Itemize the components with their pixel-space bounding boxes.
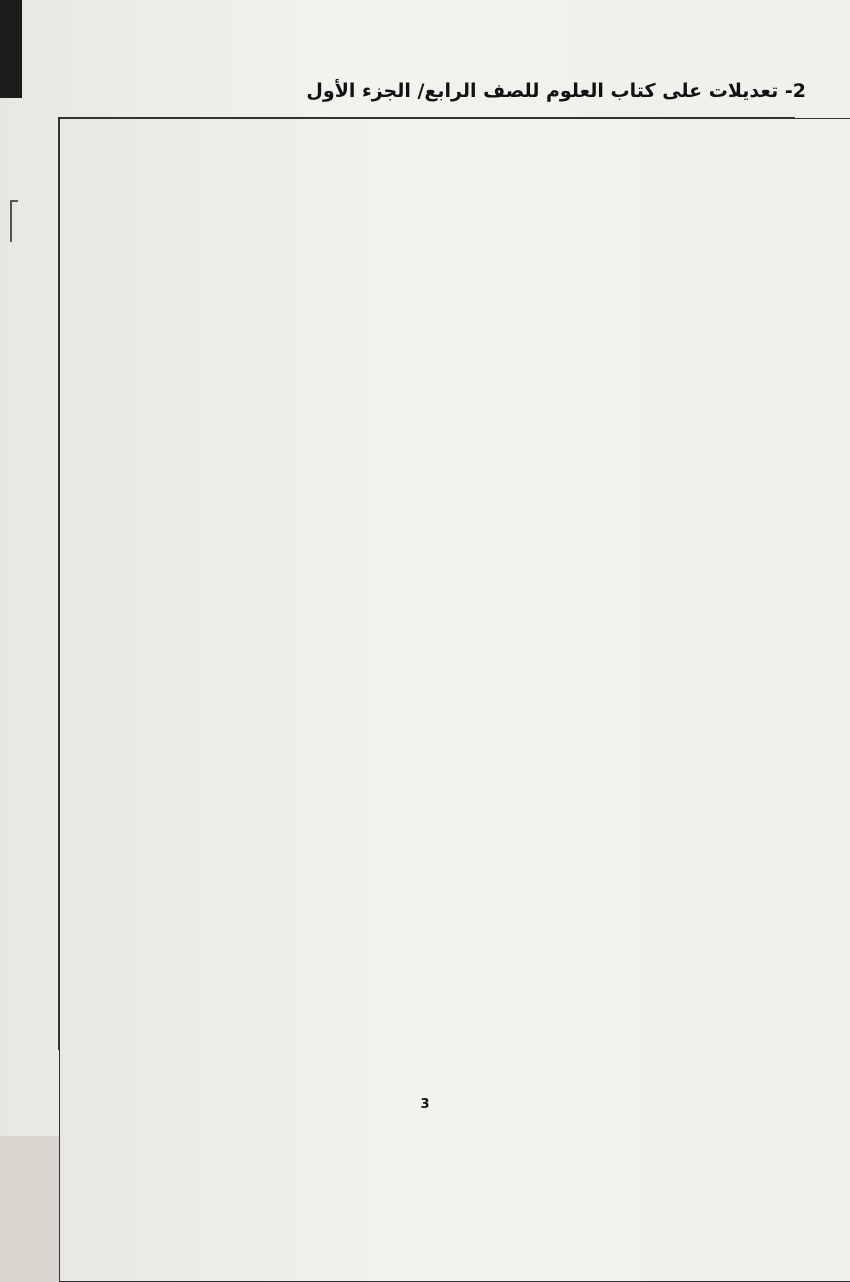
table-row	[59, 970, 795, 1050]
amendments-table	[58, 117, 795, 1050]
section-heading: 2- تعديلات على كتاب العلوم للصف الرابع/ الجزء الأول	[206, 80, 806, 102]
edge-bracket-mark	[10, 200, 18, 242]
dark-corner-background	[0, 0, 22, 98]
page-number: 3	[0, 1097, 850, 1112]
